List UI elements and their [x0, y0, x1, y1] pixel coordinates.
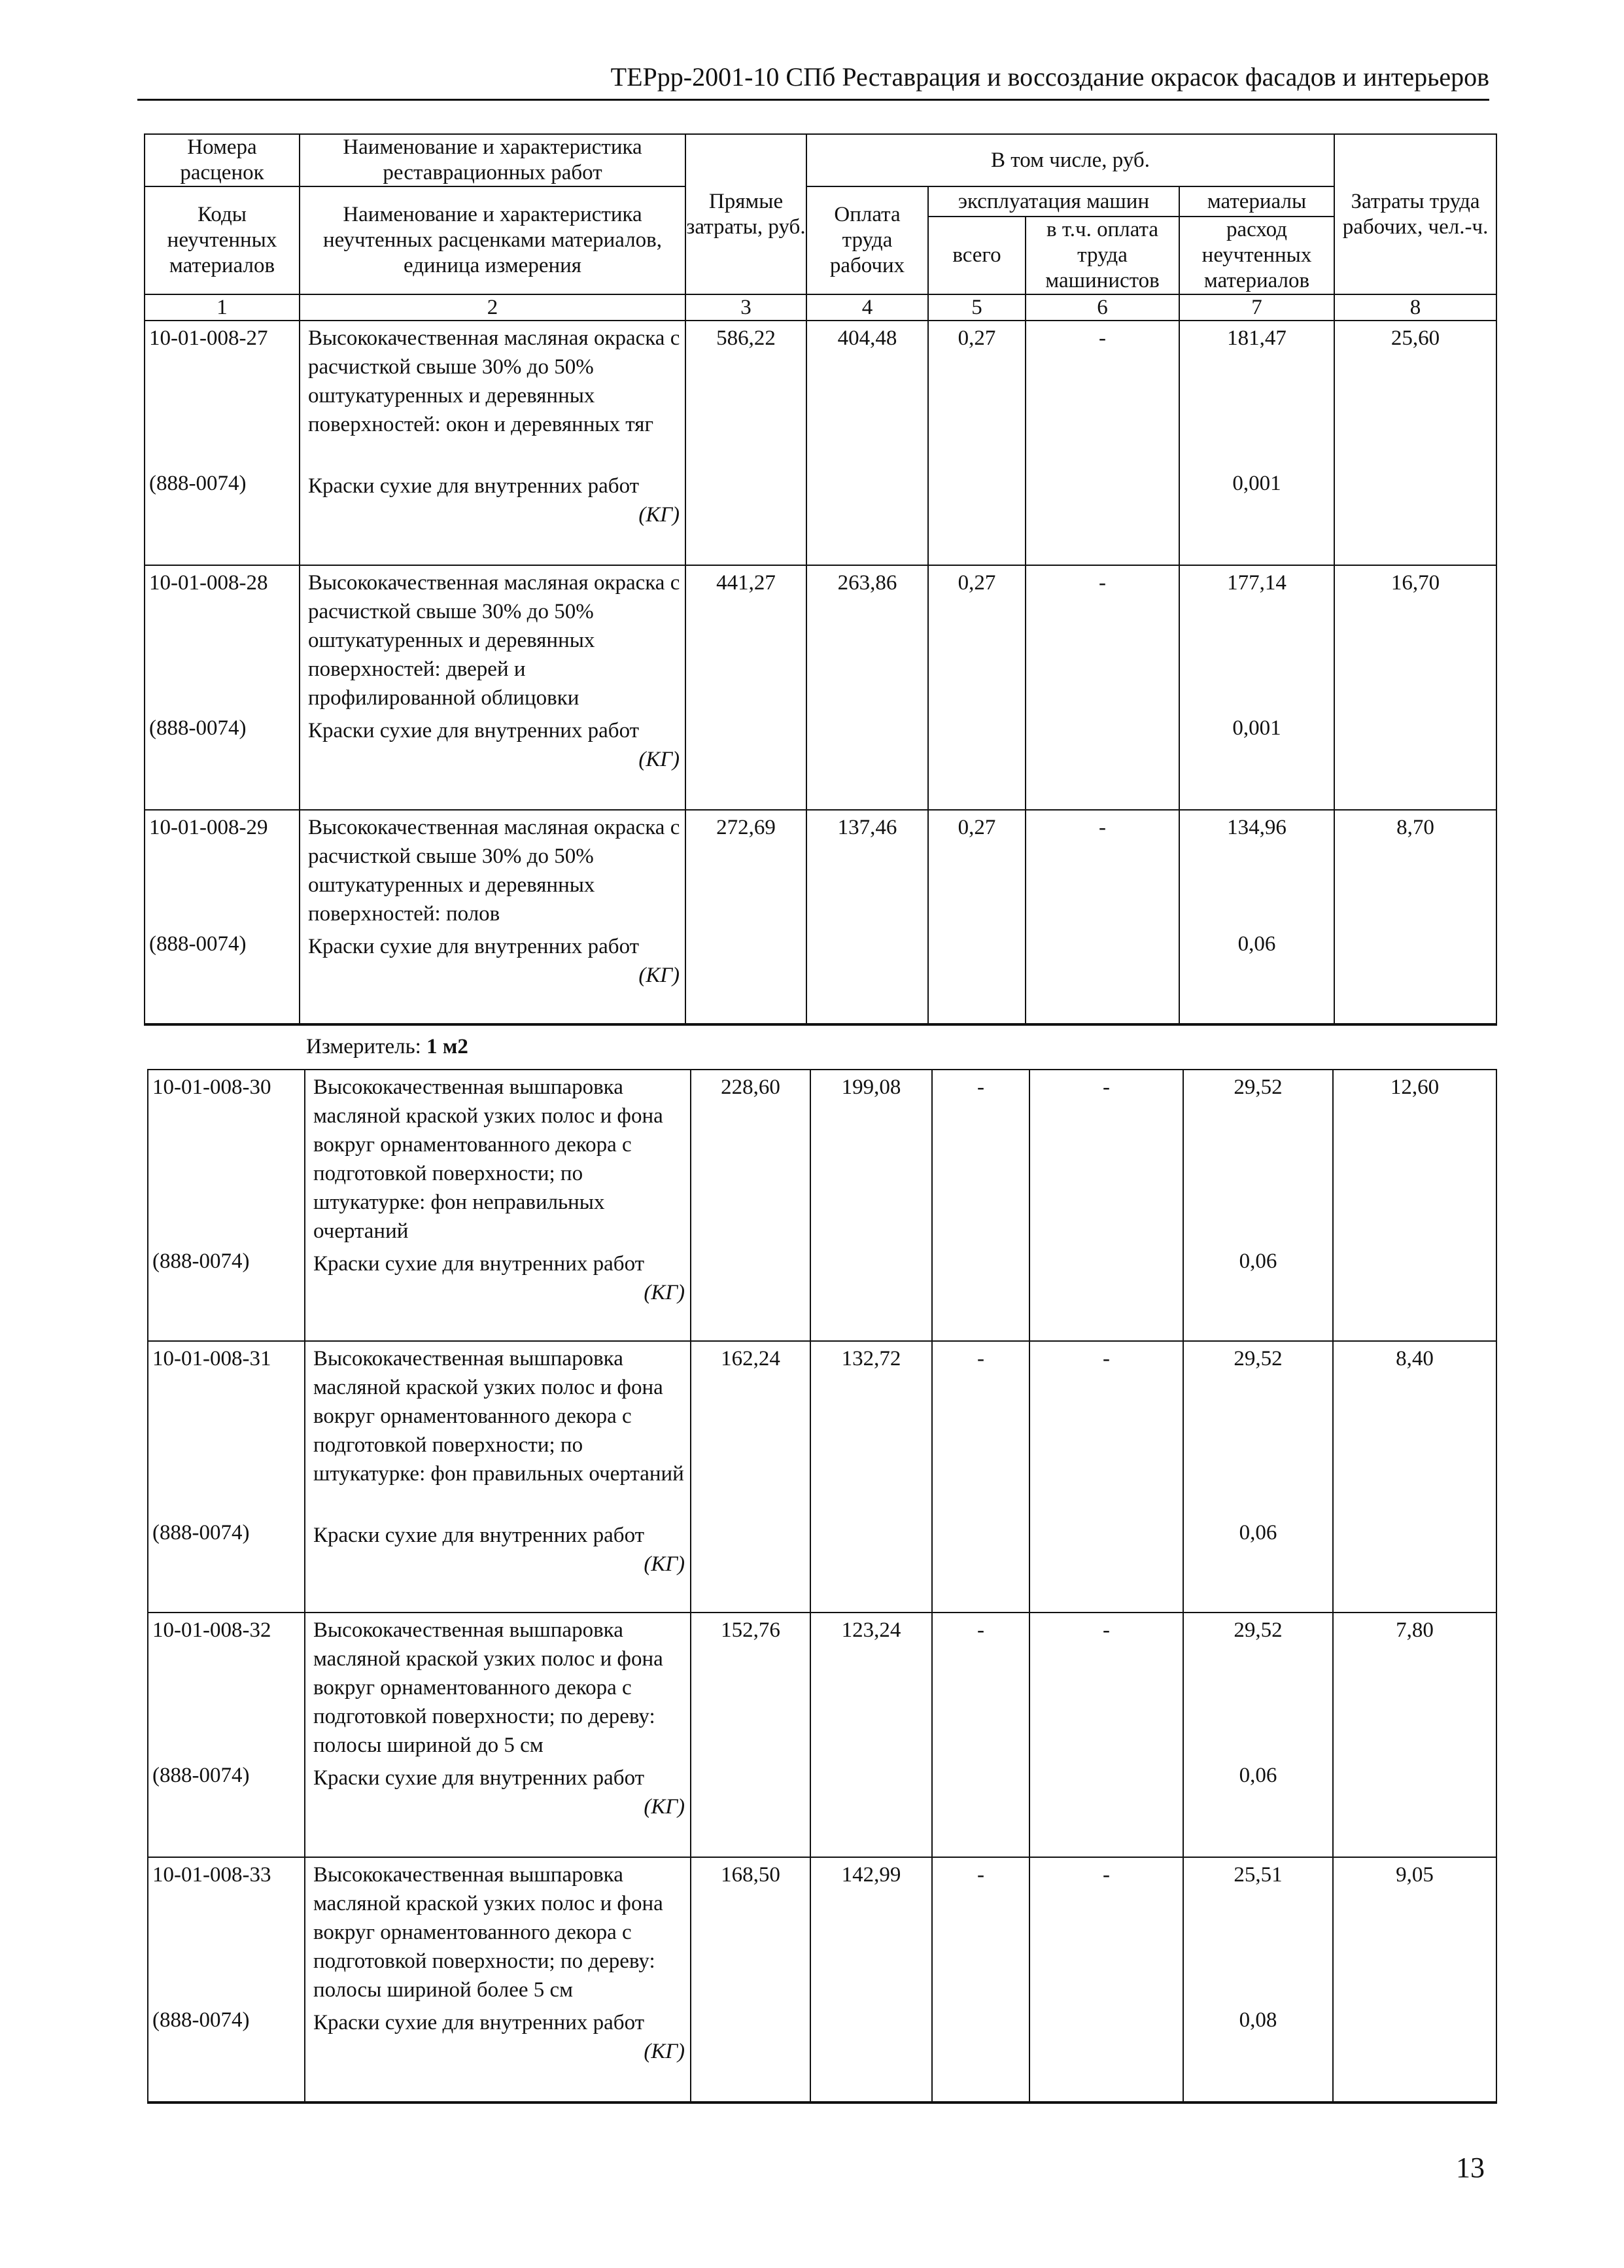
col-rate-number-header: Номера расценок [145, 134, 300, 186]
labor-pay: 199,08 [841, 1075, 901, 1099]
machinist-pay: - [1103, 1618, 1110, 1642]
col-number-2: 2 [300, 294, 685, 321]
rate-code: 10-01-008-30 [152, 1075, 271, 1099]
col-number-6: 6 [1026, 294, 1179, 321]
direct-costs: 586,22 [716, 326, 776, 350]
machinist-pay: - [1099, 326, 1106, 350]
rates-table-2 [147, 1069, 1497, 2104]
labor-hours: 25,60 [1391, 326, 1440, 350]
rates-table-1 [144, 133, 1497, 1026]
col-machines-header: эксплуатация машин [928, 186, 1179, 217]
material-name: Краски сухие для внутренних работ [308, 935, 640, 958]
machines-total: 0,27 [958, 326, 996, 350]
col-materials-header: материалы [1179, 186, 1334, 217]
material-code: (888-0074) [152, 1249, 250, 1273]
machines-total: - [977, 1075, 984, 1099]
labor-pay: 137,46 [837, 816, 897, 839]
materials-cost: 134,96 [1227, 816, 1287, 839]
material-code: (888-0074) [152, 2008, 250, 2032]
materials-cost: 181,47 [1227, 326, 1287, 350]
machines-total: - [977, 1347, 984, 1370]
material-name: Краски сухие для внутренних работ [313, 1252, 645, 1276]
labor-pay: 142,99 [841, 1863, 901, 1887]
materials-cost: 29,52 [1234, 1075, 1283, 1099]
material-name: Краски сухие для внутренних работ [313, 2011, 645, 2034]
direct-costs: 228,60 [721, 1075, 780, 1099]
col-labor-pay-header: Оплата труда рабочих [806, 186, 928, 294]
rate-name: Высококачественная масляная окраска с расчисткой свыше 30% до 50% оштукатуренных и деревянных поверхностей: окон и деревянных тяг [308, 326, 680, 436]
col-group-header: В том числе, руб. [806, 134, 1334, 186]
materials-cost: 25,51 [1234, 1863, 1283, 1887]
col-material-usage-header: расход неучтенных материалов [1179, 217, 1334, 294]
material-unit: (КГ) [644, 1281, 685, 1304]
material-quantity: 0,08 [1239, 2008, 1277, 2032]
material-unit: (КГ) [644, 1552, 685, 1576]
col-number-4: 4 [806, 294, 928, 321]
direct-costs: 152,76 [721, 1618, 780, 1642]
document-title: ТЕРрр-2001-10 СПб Реставрация и воссоздание окрасок фасадов и интерьеров [610, 62, 1489, 92]
table-row [148, 1613, 1496, 1857]
rate-code: 10-01-008-32 [152, 1618, 271, 1642]
col-number-3: 3 [685, 294, 806, 321]
material-unit: (КГ) [638, 748, 680, 771]
table-row [145, 321, 1496, 565]
labor-pay: 132,72 [841, 1347, 901, 1370]
material-unit: (КГ) [644, 2040, 685, 2063]
measure-value: 1 м2 [426, 1035, 468, 1058]
labor-hours: 16,70 [1391, 571, 1440, 595]
machinist-pay: - [1099, 816, 1106, 839]
page-number: 13 [1456, 2152, 1485, 2184]
material-quantity: 0,06 [1239, 1521, 1277, 1544]
rate-name: Высококачественная вышпаровка масляной краской узких полос и фона вокруг орнаментованного декора с подготовкой поверхности; по дереву: полосы шириной до 5 см [313, 1618, 663, 1757]
machinist-pay: - [1099, 571, 1106, 595]
material-unit: (КГ) [638, 503, 680, 527]
col-number-5: 5 [928, 294, 1026, 321]
rate-name: Высококачественная масляная окраска с расчисткой свыше 30% до 50% оштукатуренных и деревянных поверхностей: полов [308, 816, 680, 926]
material-code: (888-0074) [149, 716, 247, 740]
material-code: (888-0074) [149, 472, 247, 495]
rate-code: 10-01-008-31 [152, 1347, 271, 1370]
col-number-1: 1 [145, 294, 300, 321]
rate-name: Высококачественная вышпаровка масляной краской узких полос и фона вокруг орнаментованного декора с подготовкой поверхности; по штукатурке: фон правильных очертаний [313, 1347, 684, 1486]
labor-hours: 7,80 [1396, 1618, 1434, 1642]
col-number-8: 8 [1334, 294, 1496, 321]
labor-hours: 8,70 [1396, 816, 1434, 839]
rate-name: Высококачественная масляная окраска с расчисткой свыше 30% до 50% оштукатуренных и деревянных поверхностей: дверей и профилированной облицовки [308, 571, 680, 710]
direct-costs: 272,69 [716, 816, 776, 839]
table-row [145, 810, 1496, 1024]
col-material-code-header: Коды неучтенных материалов [145, 186, 300, 294]
materials-cost: 29,52 [1234, 1618, 1283, 1642]
material-quantity: 0,06 [1239, 1249, 1277, 1273]
material-code: (888-0074) [149, 932, 247, 956]
materials-cost: 177,14 [1227, 571, 1287, 595]
rate-name: Высококачественная вышпаровка масляной краской узких полос и фона вокруг орнаментованного декора с подготовкой поверхности; по штукатурке: фон неправильных очертаний [313, 1075, 663, 1243]
rate-code: 10-01-008-29 [149, 816, 268, 839]
labor-hours: 12,60 [1390, 1075, 1440, 1099]
material-name: Краски сухие для внутренних работ [313, 1524, 645, 1547]
material-name: Краски сухие для внутренних работ [308, 719, 640, 742]
machines-total: 0,27 [958, 816, 996, 839]
labor-hours: 8,40 [1396, 1347, 1434, 1370]
measure-label: Измеритель: [306, 1035, 421, 1058]
material-quantity: 0,06 [1237, 932, 1276, 956]
col-machinist-pay-header: в т.ч. оплата труда машинистов [1026, 217, 1179, 294]
header-rule [137, 99, 1489, 101]
col-number-7: 7 [1179, 294, 1334, 321]
machines-total: - [977, 1618, 984, 1642]
col-machines-total-header: всего [928, 217, 1026, 294]
materials-cost: 29,52 [1234, 1347, 1283, 1370]
material-quantity: 0,001 [1232, 472, 1281, 495]
col-direct-costs-header: Прямые затраты, руб. [685, 134, 806, 294]
rate-code: 10-01-008-27 [149, 326, 268, 350]
measure-unit [306, 1035, 468, 1059]
machinist-pay: - [1103, 1075, 1110, 1099]
machines-total: 0,27 [958, 571, 996, 595]
rate-name: Высококачественная вышпаровка масляной краской узких полос и фона вокруг орнаментованного декора с подготовкой поверхности; по дереву: полосы шириной более 5 см [313, 1863, 663, 2002]
direct-costs: 168,50 [721, 1863, 780, 1887]
table-row [148, 1341, 1496, 1613]
material-code: (888-0074) [152, 1764, 250, 1787]
machinist-pay: - [1103, 1347, 1110, 1370]
labor-hours: 9,05 [1396, 1863, 1434, 1887]
table-row [148, 1857, 1496, 2102]
running-header [137, 58, 1489, 101]
direct-costs: 162,24 [721, 1347, 780, 1370]
labor-pay: 123,24 [841, 1618, 901, 1642]
material-name: Краски сухие для внутренних работ [308, 474, 640, 498]
col-work-name-header: Наименование и характеристика реставрационных работ [300, 134, 685, 186]
machinist-pay: - [1103, 1863, 1110, 1887]
material-quantity: 0,001 [1232, 716, 1281, 740]
labor-pay: 263,86 [837, 571, 897, 595]
labor-pay: 404,48 [837, 326, 897, 350]
rate-code: 10-01-008-33 [152, 1863, 271, 1887]
col-material-name-header: Наименование и характеристика неучтенных расценками материалов, единица измерения [300, 186, 685, 294]
material-unit: (КГ) [644, 1795, 685, 1819]
col-labor-hours-header: Затраты труда рабочих, чел.-ч. [1334, 134, 1496, 294]
table-row [145, 565, 1496, 810]
table-row [148, 1070, 1496, 1341]
direct-costs: 441,27 [716, 571, 776, 595]
material-quantity: 0,06 [1239, 1764, 1277, 1787]
rate-code: 10-01-008-28 [149, 571, 268, 595]
machines-total: - [977, 1863, 984, 1887]
material-code: (888-0074) [152, 1521, 250, 1544]
material-unit: (КГ) [638, 964, 680, 987]
material-name: Краски сухие для внутренних работ [313, 1766, 645, 1790]
